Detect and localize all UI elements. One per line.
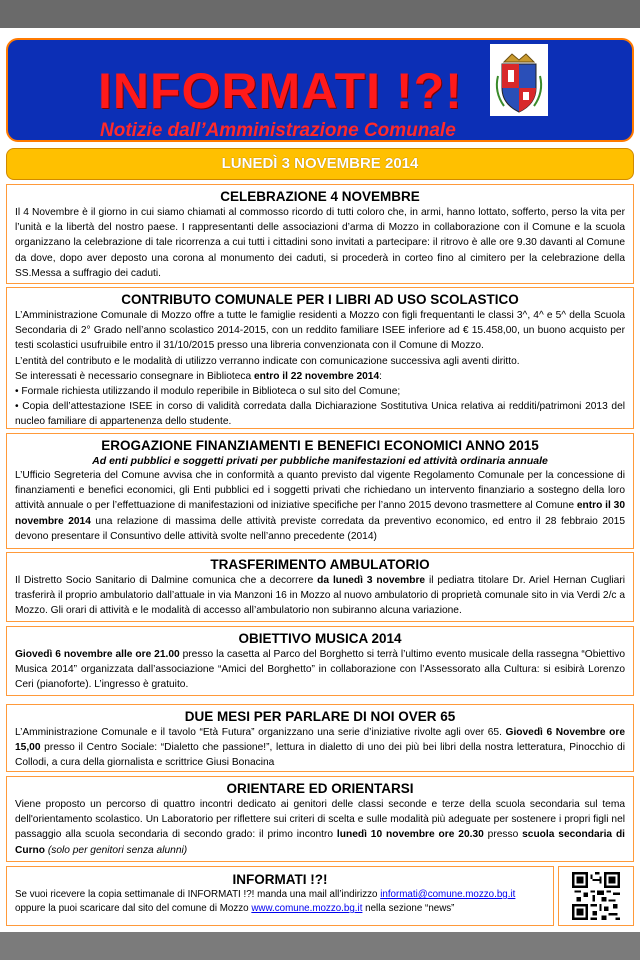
section-text: Il 4 Novembre è il giorno in cui siamo chiamati al commosso ricordo di tutti coloro che, in armi, hanno lottato, sofferto, perso la vita per l’unità e la libertà del nostro paese. I rappresentanti delle associazioni d’arma di Mozzo in collaborazione con il Comune e la scuola organizzano la celebrazione di tale ricorrenza a cui tutti i cittadini sono invitati a partecipare: il ritrovo è alle ore 9.30 davanti al Comune da dove, dopo aver deposto una corona al monumento dei caduti, si procederà in corteo fino al cimitero per la celebrazione della SS.Messa a suffragio dei caduti. (15, 207, 625, 279)
text-run: L’Amministrazione Comunale e il tavolo “Età Futura” organizzano una serie d’iniziative rivolte agli over 65. (15, 727, 506, 738)
section-text (15, 369, 625, 384)
section-title: EROGAZIONE FINANZIAMENTI E BENEFICI ECONOMICI ANNO 2015 (101, 438, 539, 453)
qr-code-icon[interactable] (572, 872, 620, 920)
deadline-text: entro il 22 novembre 2014 (253, 370, 380, 382)
top-bar (0, 0, 640, 28)
text-run: nella sezione “news” (362, 903, 455, 914)
section-text: L’entità del contributo e le modalità di utilizzo verranno indicate con comunicazione successiva agli aventi diritto. (15, 355, 520, 367)
text-run: L’Ufficio Segreteria del Comune avvisa che in conformità a quanto previsto dal vigente Regolamento Comunale per la concessione di finanziamenti e benefici economici, gli Enti pubblici ed i soggetti privati che richiedano un intervento finanziario a sostegno della loro attività annuale o per l’effettuazione di manifestazioni od iniziative specifiche per l’anno 2015 devono trasmettere al Comune (15, 470, 625, 512)
text-run: : (379, 370, 382, 382)
bullet-item: • Formale richiesta utilizzando il modulo reperibile in Biblioteca o sul sito del Comune; (15, 386, 401, 398)
section-title: CONTRIBUTO COMUNALE PER I LIBRI AD USO SCOLASTICO (121, 292, 519, 307)
newsletter-page (0, 28, 640, 932)
email-link[interactable]: informati@comune.mozzo.bg.it (380, 889, 516, 900)
section-text (15, 468, 625, 544)
text-run: ) (183, 844, 188, 856)
section-finanziamenti (6, 433, 634, 549)
section-title: CELEBRAZIONE 4 NOVEMBRE (220, 189, 420, 204)
date-text: lunedì 10 novembre ore 20.30 (336, 829, 484, 841)
bottom-bar (0, 932, 640, 960)
section-title: DUE MESI PER PARLARE DI NOI OVER 65 (184, 709, 456, 724)
text-run: Viene proposto un percorso di quattro incontri dedicato ai genitori delle classi seconde e terze della scuola secondaria sul tema dell'orientamento scolastico. Un Laboratorio per riflettere sui criteri di scelta e sulle modalità più adeguate per sostenere i propri figli nel passaggio alla scuola secondaria di secondo grado: il primo incontro (15, 799, 625, 841)
section-text (15, 725, 625, 771)
location-text: scuola secondaria di Curno (15, 829, 625, 856)
text-run: una relazione di massima delle attività previste corredata da preventivo economico, ed entro il 28 febbraio 2015 devono presentare il Consuntivo delle attività svolte nell’anno precedente (2014) (15, 515, 625, 542)
masthead (6, 38, 634, 142)
issue-date: LUNEDÌ 3 NOVEMBRE 2014 (6, 148, 634, 180)
deadline-text: entro il 30 novembre 2014 (15, 500, 625, 527)
section-title: TRASFERIMENTO AMBULATORIO (210, 557, 430, 572)
date-text: Giovedì 6 novembre alle ore 21.00 (15, 649, 180, 660)
section-subtitle: Ad enti pubblici e soggetti privati per pubbliche manifestazioni ed attività ordinaria annuale (92, 455, 548, 467)
text-run: il pediatra titolare Dr. Ariel Hernan Cugliari trasferirà il proprio ambulatorio dall’attuale in via Manzoni 16 in Mozzo al nuovo ambulatorio di proprietà comunale sito in via Verdi 2/c a Mozzo. Gli orari di attività e le modalità di accesso all’ambulatorio non subiranno alcuna variazione. (15, 575, 625, 617)
newsletter-title: INFORMATI !?! (98, 63, 463, 119)
newsletter-subtitle: Notizie dall’Amministrazione Comunale (100, 120, 456, 141)
section-ambulatorio (6, 552, 634, 622)
footer-line (15, 902, 545, 916)
bullet-item: • Copia dell’attestazione ISEE in corso di validità corredata dalla Dichiarazione Sostitutiva Unica relativa ai redditi/patrimoni 2013 del nucleo familiare di appartenenza dello studente. (15, 401, 625, 428)
text-run: (solo per genitori senza alunni (45, 844, 184, 856)
section-celebrazione (6, 184, 634, 284)
section-title: OBIETTIVO MUSICA 2014 (238, 631, 402, 646)
text-run: Se interessati è necessario consegnare in Biblioteca (15, 370, 254, 382)
text-run: presso il Centro Sociale: “Dialetto che passione!”, lettura in dialetto di uno dei più bei libri della nostra letteratura, Pinocchio di Collodi, a cura della giornalista e scrittrice Giusi Bonacina (15, 742, 625, 769)
qr-code-box (558, 866, 634, 926)
date-text: Giovedì 6 Novembre ore 15,00 (15, 727, 626, 754)
section-text (15, 647, 625, 693)
footer-title: INFORMATI !?! (232, 872, 328, 887)
text-run: presso (483, 829, 523, 841)
text-run: oppure la puoi scaricare dal sito del comune di Mozzo (15, 903, 252, 914)
section-over-65 (6, 704, 634, 772)
municipal-crest-icon (490, 44, 548, 116)
section-obiettivo-musica (6, 626, 634, 696)
date-text: da lunedì 3 novembre (317, 575, 426, 586)
section-contributo-libri (6, 287, 634, 429)
section-text (15, 573, 625, 619)
section-title: ORIENTARE ED ORIENTARSI (226, 781, 414, 796)
website-link[interactable]: www.comune.mozzo.bg.it (251, 903, 363, 914)
section-text (15, 797, 625, 858)
text-run: presso la casetta al Parco del Borghetto si terrà l’ultimo evento musicale della rassegna “Obiettivo Musica 2014” organizzata dall’associazione “Amici del Borghetto” in collaborazione con l’Assessorato alla Cultura: si esibirà Lorenzo Ceri (pianoforte). L’ingresso è gratuito. (15, 649, 625, 691)
text-run: Se vuoi ricevere la copia settimanale di INFORMATI !?! manda una mail all’indirizzo (15, 889, 381, 900)
text-run: Il Distretto Socio Sanitario di Dalmine comunica che a decorrere (15, 575, 318, 586)
section-orientare (6, 776, 634, 862)
footer-subscribe (6, 866, 554, 926)
section-text: L’Amministrazione Comunale di Mozzo offre a tutte le famiglie residenti a Mozzo con figli frequentanti le classi 3^, 4^ e 5^ della Scuola Secondaria di 2° Grado nell’anno scolastico 2014-2015, con un reddito familiare ISEE inferiore ad € 15.458,00, un buono acquisto per testi scolastici usufruibile entro il 31/10/2015 presso una libreria convenzionata con il Comune di Mozzo. (15, 310, 625, 352)
footer-line (15, 888, 545, 902)
